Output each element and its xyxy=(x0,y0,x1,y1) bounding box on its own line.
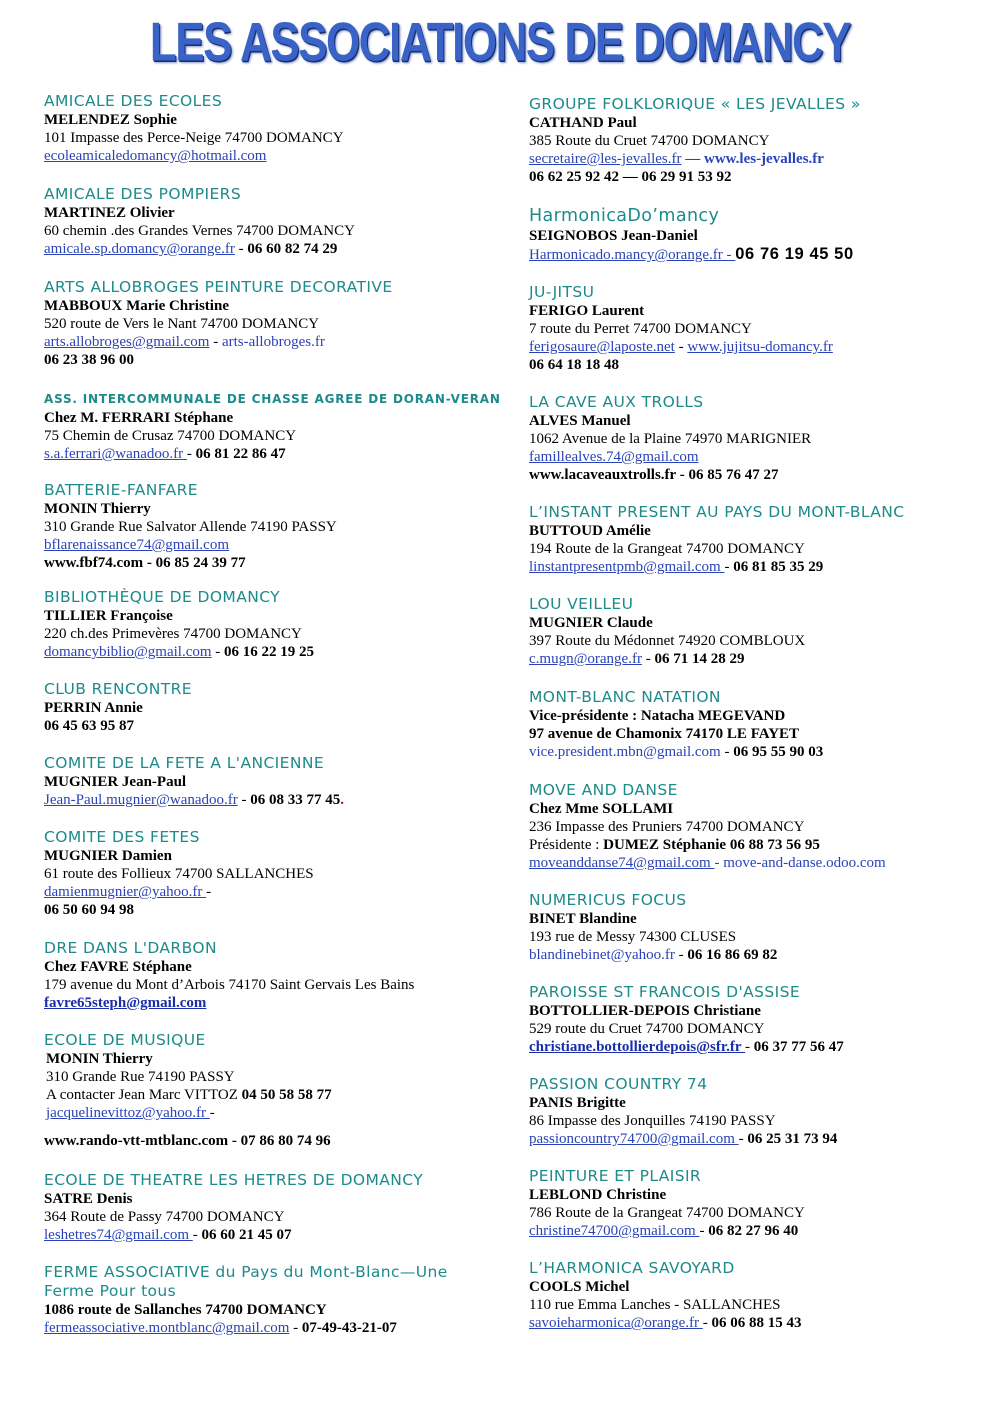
association-title: GROUPE FOLKLORIQUE « LES JEVALLES » xyxy=(529,95,861,113)
president-label: Présidente : xyxy=(529,837,604,853)
association-title: NUMERICUS FOCUS xyxy=(529,891,687,909)
separator: - xyxy=(143,555,156,571)
association-cave-trolls xyxy=(529,393,989,503)
contact-phone: 04 50 58 58 77 xyxy=(241,1087,332,1103)
association-title: LA CAVE AUX TROLLS xyxy=(529,393,704,411)
separator: - xyxy=(724,559,734,575)
address: 236 Impasse des Pruniers 74700 DOMANCY xyxy=(529,819,805,835)
president-name: DUMEZ Stéphanie 06 88 73 56 95 xyxy=(603,837,820,853)
contact-name: MONIN Thierry xyxy=(46,1051,153,1067)
separator: - xyxy=(228,1133,241,1149)
association-lou-veilleu xyxy=(529,595,989,688)
contact-name: SEIGNOBOS Jean-Daniel xyxy=(529,228,698,244)
email-link[interactable]: savoieharmonica@orange.fr xyxy=(529,1315,703,1331)
association-bibliotheque xyxy=(44,588,504,680)
association-ecole-theatre xyxy=(44,1171,504,1263)
association-harmonica-savoyard xyxy=(529,1259,989,1332)
address: 110 rue Emma Lanches - SALLANCHES xyxy=(529,1297,781,1313)
address: 786 Route de la Grangeat 74700 DOMANCY xyxy=(529,1205,805,1221)
contact-name: BOTTOLLIER-DEPOIS Christiane xyxy=(529,1003,761,1019)
email-link[interactable]: ferigosaure@laposte.net xyxy=(529,339,675,355)
association-title: PEINTURE ET PLAISIR xyxy=(529,1167,702,1185)
association-numericus xyxy=(529,891,989,983)
association-title: L’HARMONICA SAVOYARD xyxy=(529,1259,735,1277)
association-title: JU-JITSU xyxy=(529,283,595,301)
contact-name: MUGNIER Damien xyxy=(44,848,172,864)
phone-number: 06 50 60 94 98 xyxy=(44,902,134,918)
association-title: BATTERIE-FANFARE xyxy=(44,481,198,499)
page-title: LES ASSOCIATIONS DE DOMANCY xyxy=(149,11,851,73)
contact-name: COOLS Michel xyxy=(529,1279,630,1295)
separator: - xyxy=(714,855,724,871)
phone-number: 06 71 14 28 29 xyxy=(654,651,745,667)
phone-number: 06 37 77 56 47 xyxy=(753,1039,844,1055)
contact-name: PANIS Brigitte xyxy=(529,1095,626,1111)
separator: - xyxy=(720,744,734,760)
association-jujitsu xyxy=(529,283,989,393)
contact-person: A contacter Jean Marc VITTOZ xyxy=(46,1087,242,1103)
association-title: MOVE AND DANSE xyxy=(529,781,678,799)
email-link[interactable]: linstantpresentpmb@gmail.com xyxy=(529,559,725,575)
separator: - xyxy=(206,884,212,900)
association-title: DRE DANS L'DARBON xyxy=(44,939,217,957)
separator: - xyxy=(702,1315,712,1331)
separator: — xyxy=(681,151,704,167)
separator: - xyxy=(192,1227,202,1243)
separator: - xyxy=(726,247,736,263)
separator: - xyxy=(234,241,248,257)
association-title: ARTS ALLOBROGES PEINTURE DECORATIVE xyxy=(44,278,393,296)
website-text: www.rando-vtt-mtblanc.com xyxy=(44,1133,229,1149)
phone-number: 06 45 63 95 87 xyxy=(44,718,134,734)
phone-number: 06 16 86 69 82 xyxy=(687,947,778,963)
association-passion-country xyxy=(529,1075,989,1167)
address: 7 route du Perret 74700 DOMANCY xyxy=(529,321,752,337)
address: 101 Impasse des Perce-Neige 74700 DOMANCY xyxy=(44,130,344,146)
association-fete-ancienne xyxy=(44,754,504,828)
separator: - xyxy=(209,334,222,350)
association-title: FERME ASSOCIATIVE du Pays du Mont-Blanc—Une Ferme Pour tous xyxy=(44,1263,448,1300)
contact-name: Chez FAVRE Stéphane xyxy=(44,959,192,975)
address: 97 avenue de Chamonix 74170 LE FAYET xyxy=(529,726,800,742)
contact-name: SATRE Denis xyxy=(44,1191,133,1207)
separator: - xyxy=(738,1131,748,1147)
phone-number: 06 16 22 19 25 xyxy=(224,644,315,660)
email-link[interactable]: passioncountry74700@gmail.com xyxy=(529,1131,739,1147)
email-link[interactable]: favre65steph@gmail.com xyxy=(44,995,207,1011)
association-title: ECOLE DE THEATRE LES HETRES DE DOMANCY xyxy=(44,1171,424,1189)
phone-number: 06 85 24 39 77 xyxy=(155,555,246,571)
contact-name: FERIGO Laurent xyxy=(529,303,645,319)
association-ecole-musique xyxy=(44,1031,504,1171)
address: 397 Route du Médonnet 74920 COMBLOUX xyxy=(529,633,806,649)
email-link[interactable]: s.a.ferrari@wanadoo.fr xyxy=(44,446,187,462)
association-title: BIBLIOTHÈQUE DE DOMANCY xyxy=(44,588,281,606)
trailing-dot: . xyxy=(340,792,345,808)
association-title: ECOLE DE MUSIQUE xyxy=(44,1031,206,1049)
email-link[interactable]: Jean-Paul.mugnier@wanadoo.fr xyxy=(44,792,238,808)
phone-number: 06 76 19 45 50 xyxy=(735,245,854,263)
association-title: AMICALE DES ECOLES xyxy=(44,92,223,110)
phone-number: 07-49-43-21-07 xyxy=(301,1320,397,1336)
address: 529 route du Cruet 74700 DOMANCY xyxy=(529,1021,765,1037)
phone-number: 06 62 25 92 42 — 06 29 91 53 92 xyxy=(529,169,732,185)
separator: - xyxy=(237,792,251,808)
separator: - xyxy=(289,1320,302,1336)
contact-name: Vice-présidente : Natacha MEGEVAND xyxy=(529,708,786,724)
email-link[interactable]: blandinebinet@yahoo.fr xyxy=(529,947,675,963)
phone-number: 06 81 85 35 29 xyxy=(733,559,824,575)
phone-number: 06 82 27 96 40 xyxy=(708,1223,799,1239)
contact-name: ALVES Manuel xyxy=(529,413,631,429)
website-link[interactable]: www.les-jevalles.fr xyxy=(703,151,824,167)
association-instant-present xyxy=(529,503,989,595)
address: 385 Route du Cruet 74700 DOMANCY xyxy=(529,133,770,149)
phone-number: 06 23 38 96 00 xyxy=(44,352,134,368)
association-comite-fetes xyxy=(44,828,504,939)
email-link[interactable]: vice.president.mbn@gmail.com xyxy=(529,744,721,760)
website-link[interactable]: www.jujitsu-domancy.fr xyxy=(687,339,833,355)
contact-name: BINET Blandine xyxy=(529,911,637,927)
association-title: PAROISSE ST FRANCOIS D'ASSISE xyxy=(529,983,801,1001)
separator: - xyxy=(209,1105,215,1121)
association-harmonicadomancy xyxy=(529,205,989,283)
address: 60 chemin .des Grandes Vernes 74700 DOMANCY xyxy=(44,223,355,239)
address: 520 route de Vers le Nant 74700 DOMANCY xyxy=(44,316,320,332)
phone-number: 06 06 88 15 43 xyxy=(711,1315,802,1331)
email-link[interactable]: christiane.bottollierdepois@sfr.fr xyxy=(529,1039,746,1055)
address: 179 avenue du Mont d’Arbois 74170 Saint Gervais Les Bains xyxy=(44,977,415,993)
email-link[interactable]: damienmugnier@yahoo.fr xyxy=(44,884,207,900)
separator: - xyxy=(675,467,689,483)
contact-name: MARTINEZ Olivier xyxy=(44,205,175,221)
association-club-rencontre xyxy=(44,680,504,754)
separator: - xyxy=(641,651,655,667)
contact-name: MUGNIER Claude xyxy=(529,615,653,631)
email-link[interactable]: moveanddanse74@gmail.com xyxy=(529,855,715,871)
address: 310 Grande Rue Salvator Allende 74190 PASSY xyxy=(44,519,337,535)
contact-name: LEBLOND Christine xyxy=(529,1187,667,1203)
association-title: MONT-BLANC NATATION xyxy=(529,688,721,706)
association-jevalles xyxy=(529,95,989,205)
website-text: www.lacaveauxtrolls.fr xyxy=(529,467,676,483)
association-title: L’INSTANT PRESENT AU PAYS DU MONT-BLANC xyxy=(529,503,905,521)
address: 220 ch.des Primevères 74700 DOMANCY xyxy=(44,626,302,642)
address: 1086 route de Sallanches 74700 DOMANCY xyxy=(44,1302,327,1318)
association-move-danse xyxy=(529,781,989,891)
phone-number: 07 86 80 74 96 xyxy=(240,1133,331,1149)
email-link[interactable]: ecoleamicaledomancy@hotmail.com xyxy=(44,148,267,164)
email-link[interactable]: jacquelinevittoz@yahoo.fr xyxy=(46,1105,210,1121)
separator: - xyxy=(745,1039,754,1055)
right-column xyxy=(529,95,989,1332)
email-link[interactable]: leshetres74@gmail.com xyxy=(44,1227,193,1243)
separator: - xyxy=(211,644,225,660)
association-natation xyxy=(529,688,989,781)
address: 364 Route de Passy 74700 DOMANCY xyxy=(44,1209,285,1225)
left-column xyxy=(44,92,504,1337)
email-link[interactable]: amicale.sp.domancy@orange.fr xyxy=(44,241,235,257)
email-link[interactable]: c.mugn@orange.fr xyxy=(529,651,642,667)
association-title: PASSION COUNTRY 74 xyxy=(529,1075,708,1093)
phone-number: 06 25 31 73 94 xyxy=(747,1131,838,1147)
association-paroisse xyxy=(529,983,989,1075)
contact-name: MABBOUX Marie Christine xyxy=(44,298,229,314)
association-title: COMITE DE LA FETE A L'ANCIENNE xyxy=(44,754,325,772)
phone-number: 06 08 33 77 45 xyxy=(250,792,341,808)
address: 61 route des Follieux 74700 SALLANCHES xyxy=(44,866,314,882)
phone-number: 06 81 22 86 47 xyxy=(195,446,286,462)
association-amicale-ecoles xyxy=(44,92,504,185)
contact-name: MUGNIER Jean-Paul xyxy=(44,774,187,790)
association-batterie-fanfare xyxy=(44,481,504,588)
address: 193 rue de Messy 74300 CLUSES xyxy=(529,929,737,945)
association-arts-allobroges xyxy=(44,278,504,390)
website-text: www.fbf74.com xyxy=(44,555,144,571)
contact-name: PERRIN Annie xyxy=(44,700,143,716)
contact-name: CATHAND Paul xyxy=(529,115,637,131)
association-chasse xyxy=(44,390,504,481)
email-link[interactable]: arts.allobroges@gmail.com xyxy=(44,334,210,350)
association-title: COMITE DES FETES xyxy=(44,828,200,846)
email-link[interactable]: fermeassociative.montblanc@gmail.com xyxy=(44,1320,290,1336)
email-link[interactable]: bflarenaissance74@gmail.com xyxy=(44,537,229,553)
phone-number: 06 95 55 90 03 xyxy=(733,744,824,760)
association-title: HarmonicaDo’mancy xyxy=(529,206,720,226)
separator: - xyxy=(674,339,688,355)
phone-number: 06 60 82 74 29 xyxy=(247,241,338,257)
separator: - xyxy=(699,1223,709,1239)
association-dre-darbon xyxy=(44,939,504,1031)
email-link[interactable]: Harmonicado.mancy@orange.fr xyxy=(529,247,727,263)
association-peinture-plaisir xyxy=(529,1167,989,1259)
contact-name: MELENDEZ Sophie xyxy=(44,112,177,128)
association-ferme xyxy=(44,1263,504,1337)
email-link[interactable]: famillealves.74@gmail.com xyxy=(529,449,699,465)
association-title: ASS. INTERCOMMUNALE DE CHASSE AGREE DE DORAN-VERAN xyxy=(44,392,501,406)
address: 75 Chemin de Crusaz 74700 DOMANCY xyxy=(44,428,297,444)
separator: - xyxy=(674,947,688,963)
phone-number: 06 64 18 18 48 xyxy=(529,357,619,373)
email-link[interactable]: domancybiblio@gmail.com xyxy=(44,644,212,660)
website-link[interactable]: arts-allobroges.fr xyxy=(221,334,325,350)
phone-number: 06 85 76 47 27 xyxy=(688,467,779,483)
email-link[interactable]: christine74700@gmail.com xyxy=(529,1223,700,1239)
association-title: LOU VEILLEU xyxy=(529,595,634,613)
contact-name: MONIN Thierry xyxy=(44,501,151,517)
contact-name: TILLIER Françoise xyxy=(44,608,173,624)
phone-number: 06 60 21 45 07 xyxy=(201,1227,292,1243)
contact-name: BUTTOUD Amélie xyxy=(529,523,651,539)
association-title: AMICALE DES POMPIERS xyxy=(44,185,242,203)
association-title: CLUB RENCONTRE xyxy=(44,680,192,698)
address: 1062 Avenue de la Plaine 74970 MARIGNIER xyxy=(529,431,812,447)
email-link[interactable]: secretaire@les-jevalles.fr xyxy=(529,151,682,167)
address: 194 Route de la Grangeat 74700 DOMANCY xyxy=(529,541,805,557)
address: 310 Grande Rue 74190 PASSY xyxy=(46,1069,235,1085)
contact-name: Chez Mme SOLLAMI xyxy=(529,801,674,817)
association-amicale-pompiers xyxy=(44,185,504,278)
separator: - xyxy=(186,446,196,462)
address: 86 Impasse des Jonquilles 74190 PASSY xyxy=(529,1113,776,1129)
contact-name: Chez M. FERRARI Stéphane xyxy=(44,410,234,426)
website-link[interactable]: move-and-danse.odoo.com xyxy=(723,855,886,871)
